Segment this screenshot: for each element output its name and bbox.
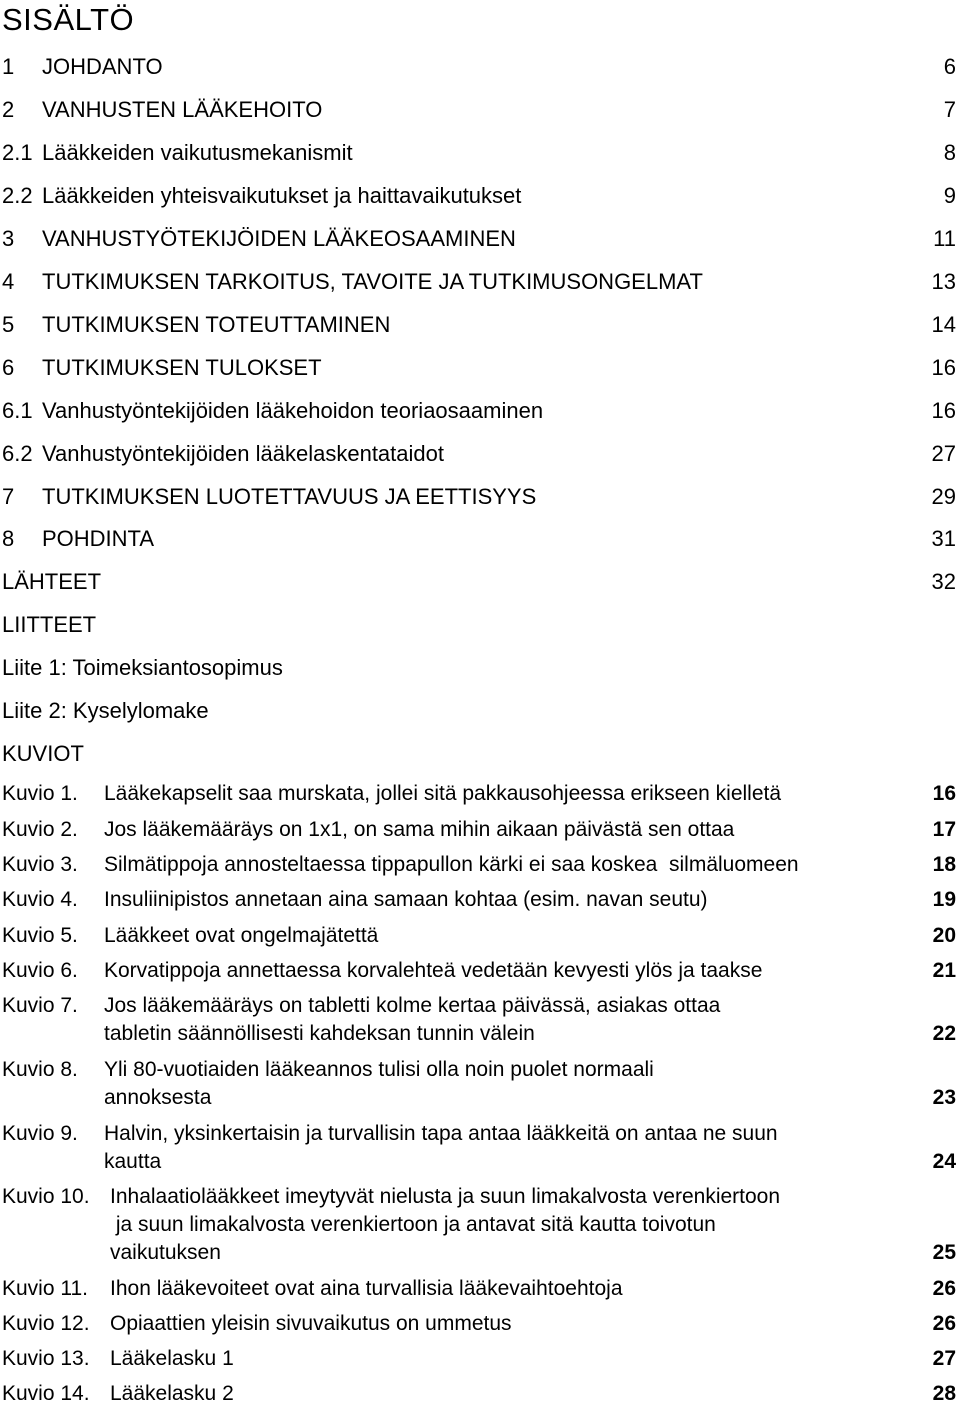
toc-entry-title: VANHUSTYÖTEKIJÖIDEN LÄÄKEOSAAMINEN [42, 226, 516, 251]
toc-entry[interactable] [2, 737, 956, 771]
toc-entry[interactable] [2, 222, 956, 256]
figure-page: 20 [932, 924, 956, 947]
figure-label: Kuvio 8. [2, 1058, 78, 1081]
toc-entry-number: 6.1 [2, 398, 33, 423]
figure-caption [104, 851, 799, 879]
figure-label: Kuvio 14. [2, 1382, 90, 1405]
toc-entry-number: 2 [2, 97, 15, 122]
figure-entry[interactable] [2, 816, 956, 844]
figure-caption [110, 1275, 623, 1303]
toc-entry-page: 6 [943, 54, 956, 79]
figure-caption [104, 957, 762, 985]
toc-entry-number: 3 [2, 226, 15, 251]
toc-entry[interactable] [2, 651, 956, 685]
figure-page: 28 [932, 1382, 956, 1405]
toc-entry[interactable] [2, 351, 956, 385]
figure-page: 24 [932, 1150, 956, 1173]
figure-caption-line: tabletin säännöllisesti kahdeksan tunnin välein [104, 1022, 535, 1045]
figure-caption [104, 780, 781, 808]
figure-entry[interactable] [2, 992, 956, 1048]
figure-caption [104, 886, 708, 914]
figure-caption [104, 992, 720, 1048]
toc-entry[interactable] [2, 394, 956, 428]
figure-label: Kuvio 4. [2, 888, 78, 911]
figure-label: Kuvio 5. [2, 924, 78, 947]
toc-entry-title: LIITTEET [2, 612, 97, 637]
figure-entry[interactable] [2, 851, 956, 879]
toc-entry-title: LÄHTEET [2, 569, 102, 594]
toc-entry-page: 11 [933, 226, 956, 251]
toc-entry-page: 14 [931, 312, 956, 337]
figure-entry[interactable] [2, 1183, 956, 1267]
figure-page: 27 [932, 1347, 956, 1370]
figure-label: Kuvio 2. [2, 818, 78, 841]
toc-entry[interactable] [2, 608, 956, 642]
toc-entry-number: 4 [2, 269, 15, 294]
toc-entry-page: 7 [943, 97, 956, 122]
figure-entry[interactable] [2, 1380, 956, 1408]
figure-entry[interactable] [2, 780, 956, 808]
figure-caption [110, 1310, 512, 1338]
toc-entry[interactable] [2, 265, 956, 299]
toc-entry-number: 2.1 [2, 140, 33, 165]
figure-caption [110, 1380, 234, 1408]
toc-entry-page: 31 [931, 526, 956, 551]
toc-entry-number: 7 [2, 484, 15, 509]
figure-entry[interactable] [2, 1056, 956, 1112]
figure-caption-line: Korvatippoja annettaessa korvalehteä vedetään kevyesti ylös ja taakse [104, 959, 763, 982]
figure-page: 25 [932, 1241, 956, 1264]
figure-entry[interactable] [2, 886, 956, 914]
toc-entry-title: VANHUSTEN LÄÄKEHOITO [42, 97, 323, 122]
toc-entry-title: JOHDANTO [42, 54, 163, 79]
figure-caption-line: Lääkelasku 1 [110, 1347, 234, 1370]
toc-entry[interactable] [2, 93, 956, 127]
toc-entry-number: 2.2 [2, 183, 33, 208]
toc-entry-title: POHDINTA [42, 526, 155, 551]
toc-entry[interactable] [2, 565, 956, 599]
figure-caption-line: Lääkkeet ovat ongelmajätettä [104, 924, 379, 947]
figure-page: 16 [932, 782, 956, 805]
figure-entry[interactable] [2, 1345, 956, 1373]
figure-label: Kuvio 7. [2, 994, 78, 1017]
figure-caption-line: Ihon lääkevoiteet ovat aina turvallisia lääkevaihtoehtoja [110, 1277, 623, 1300]
figure-caption [110, 1345, 234, 1373]
figure-entry[interactable] [2, 1310, 956, 1338]
figure-caption-line: Jos lääkemääräys on 1x1, on sama mihin aikaan päivästä sen ottaa [104, 818, 735, 841]
figure-entry[interactable] [2, 922, 956, 950]
figure-page: 23 [932, 1086, 956, 1109]
toc-entry-number: 6.2 [2, 441, 33, 466]
toc-entry-title: Lääkkeiden yhteisvaikutukset ja haittavaikutukset [42, 183, 522, 208]
toc-entry[interactable] [2, 480, 956, 514]
toc-entry-page: 32 [931, 569, 956, 594]
figure-caption-line: kautta [104, 1150, 162, 1173]
figure-label: Kuvio 1. [2, 782, 78, 805]
figure-label: Kuvio 10. [2, 1185, 90, 1208]
figure-caption [104, 1120, 778, 1176]
toc-entry-number: 6 [2, 355, 15, 380]
figure-entry[interactable] [2, 957, 956, 985]
figure-label: Kuvio 9. [2, 1122, 78, 1145]
figure-label: Kuvio 12. [2, 1312, 90, 1335]
toc-entry-page: 16 [931, 398, 956, 423]
toc-entry[interactable] [2, 50, 956, 84]
figure-caption [104, 922, 378, 950]
toc-entry-number: 1 [2, 54, 15, 79]
figure-caption-line: Silmätippoja annosteltaessa tippapullon kärki ei saa koskea silmäluomeen [104, 853, 799, 876]
toc-entry-title: TUTKIMUKSEN TULOKSET [42, 355, 322, 380]
toc-entry-page: 29 [931, 484, 956, 509]
figure-caption-line: Inhalaatiolääkkeet imeytyvät nielusta ja suun limakalvosta verenkiertoon [110, 1185, 781, 1208]
figure-entry[interactable] [2, 1120, 956, 1176]
page-title: SISÄLTÖ [2, 2, 135, 37]
figure-label: Kuvio 3. [2, 853, 78, 876]
figure-page: 26 [932, 1312, 956, 1335]
figure-caption-line: Jos lääkemääräys on tabletti kolme kertaa päivässä, asiakas ottaa [104, 994, 721, 1017]
toc-entry-title: Vanhustyöntekijöiden lääkehoidon teoriaosaaminen [42, 398, 544, 423]
figure-page: 21 [932, 959, 956, 982]
toc-entry[interactable] [2, 179, 956, 213]
figure-entry[interactable] [2, 1275, 956, 1303]
toc-entry-title: Vanhustyöntekijöiden lääkelaskentataidot [42, 441, 444, 466]
toc-entry-title: Lääkkeiden vaikutusmekanismit [42, 140, 353, 165]
figure-label: Kuvio 13. [2, 1347, 90, 1370]
toc-entry-page: 16 [931, 355, 956, 380]
figure-page: 18 [932, 853, 956, 876]
toc-entry-title: KUVIOT [2, 741, 84, 766]
toc-entry-page: 9 [943, 183, 956, 208]
toc-entry-title: TUTKIMUKSEN TARKOITUS, TAVOITE JA TUTKIMUSONGELMAT [42, 269, 703, 294]
toc-entry[interactable] [2, 136, 956, 170]
figure-page: 22 [932, 1022, 956, 1045]
figure-caption [104, 816, 734, 844]
figure-caption-line: vaikutuksen [110, 1241, 221, 1264]
toc-entry[interactable] [2, 437, 956, 471]
figure-page: 17 [932, 818, 956, 841]
figure-caption-line: Lääkelasku 2 [110, 1382, 234, 1405]
figure-caption-line: Lääkekapselit saa murskata, jollei sitä pakkausohjeessa erikseen kielletä [104, 782, 782, 805]
toc-entry-title: Liite 1: Toimeksiantosopimus [2, 655, 283, 680]
toc-entry-page: 27 [931, 441, 956, 466]
toc-entry[interactable] [2, 522, 956, 556]
figure-caption-line: Halvin, yksinkertaisin ja turvallisin tapa antaa lääkkeitä on antaa ne suun [104, 1122, 778, 1145]
toc-entry-title: TUTKIMUKSEN LUOTETTAVUUS JA EETTISYYS [42, 484, 537, 509]
figure-label: Kuvio 11. [2, 1277, 88, 1300]
figure-label: Kuvio 6. [2, 959, 78, 982]
toc-entry[interactable] [2, 694, 956, 728]
figure-caption-line: Insuliinipistos annetaan aina samaan kohtaa (esim. navan seutu) [104, 888, 708, 911]
figure-caption-line: Opiaattien yleisin sivuvaikutus on ummetus [110, 1312, 512, 1335]
figure-page: 26 [932, 1277, 956, 1300]
toc-entry-title: Liite 2: Kyselylomake [2, 698, 209, 723]
toc-entry-page: 13 [931, 269, 956, 294]
figure-caption-line: annoksesta [104, 1086, 212, 1109]
toc-entry[interactable] [2, 308, 956, 342]
toc-entry-title: TUTKIMUKSEN TOTEUTTAMINEN [42, 312, 391, 337]
figure-caption-line: Yli 80-vuotiaiden lääkeannos tulisi olla noin puolet normaali [104, 1058, 654, 1081]
figure-page: 19 [932, 888, 956, 911]
toc-entry-number: 5 [2, 312, 15, 337]
figure-caption [104, 1056, 654, 1112]
toc-entry-page: 8 [943, 140, 956, 165]
figure-caption [110, 1183, 780, 1267]
figure-caption-line: ja suun limakalvosta verenkiertoon ja antavat sitä kautta toivotun [110, 1213, 716, 1236]
toc-entry-number: 8 [2, 526, 15, 551]
